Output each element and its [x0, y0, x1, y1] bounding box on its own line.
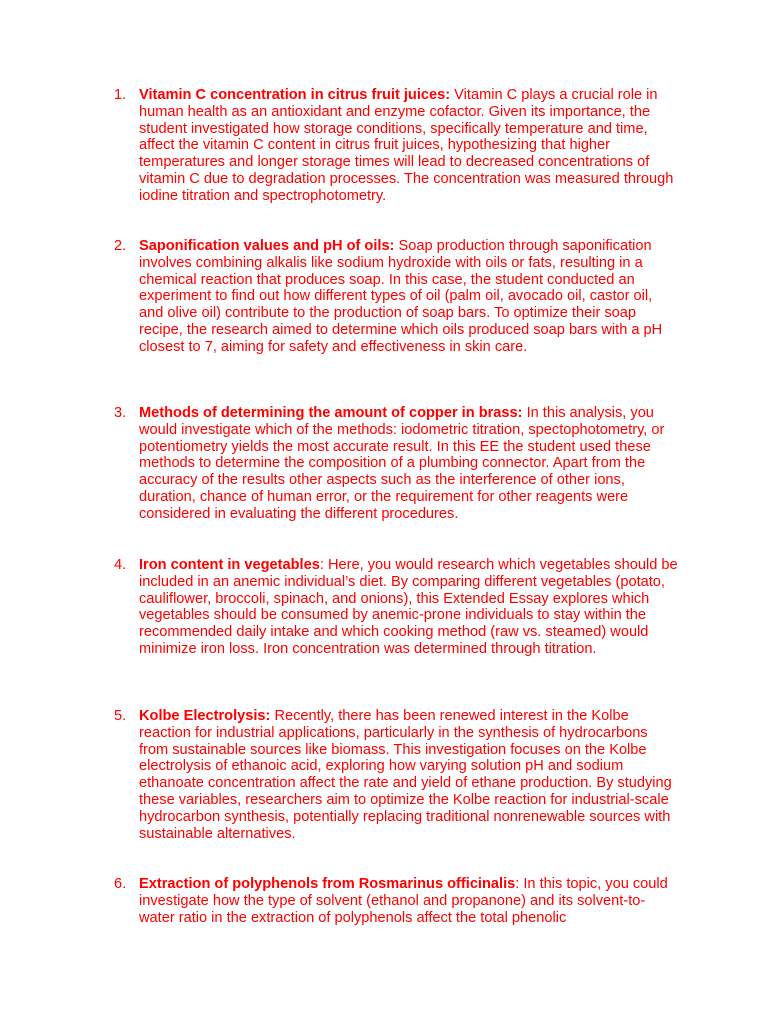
list-item-text: Recently, there has been renewed interest in the Kolbe reaction for industrial applications, particularly in the synthesis of hydrocarbons from sustainable sources like biomass. This investigation focuses on the Kolbe electrolysis of ethanoic acid, exploring how varying solution pH and sodium ethanoate concentration affect the rate and yield of ethane production. By studying these variables, researchers aim to optimize the Kolbe reaction for industrial-scale hydrocarbon synthesis, potentially replacing traditional nonrenewable sources with sustainable alternatives. — [139, 708, 672, 842]
list-number: 1. — [114, 87, 127, 103]
list-item-text: Soap production through saponification involves combining alkalis like sodium hydroxide with oils or fats, resulting in a chemical reaction that produces soap. In this case, the student conducted an experiment to find out how different types of oil (palm oil, avocado oil, castor oil, and olive oil) contribute to the production of soap bars. To optimize their soap recipe, the research aimed to determine which oils produced soap bars with a pH closest to 7, aiming for safety and effectiveness in skin care. — [139, 238, 663, 355]
list-item-body — [139, 238, 680, 356]
list-item-heading: Extraction of polyphenols from Rosmarinus officinalis — [139, 876, 516, 892]
list-item-text: In this analysis, you would investigate which of the methods: iodometric titration, spectophotometry, or potentiometry yields the most accurate result. In this EE the student used these methods to determine the composition of a plumbing connector. Apart from the accuracy of the results other aspects such as the interference of other ions, duration, chance of human error, or the requirement for other reagents were considered in evaluating the different procedures. — [139, 405, 665, 522]
list-number: 5. — [114, 708, 127, 724]
list-number: 2. — [114, 238, 127, 254]
list-number: 6. — [114, 876, 127, 892]
list-item-text: : Here, you would research which vegetables should be included in an anemic individual’s diet. By comparing different vegetables (potato, cauliflower, broccoli, spinach, and onions), this Extended Essay explores which vegetables should be consumed by anemic-prone individuals to stay within the recommended daily intake and which cooking method (raw vs. steamed) would minimize iron loss. Iron concentration was determined through titration. — [139, 557, 678, 657]
list-item — [114, 557, 680, 658]
list-item-body — [139, 557, 680, 658]
list-item — [114, 708, 680, 842]
list-item — [114, 87, 680, 205]
list-item — [114, 405, 680, 523]
list-item — [114, 238, 680, 356]
list-number: 4. — [114, 557, 127, 573]
list-item-heading: Saponification values and pH of oils: — [139, 238, 395, 254]
list-item-heading: Vitamin C concentration in citrus fruit juices: — [139, 87, 451, 103]
list-number: 3. — [114, 405, 127, 421]
list-item-body — [139, 876, 680, 926]
list-item — [114, 876, 680, 926]
list-item-text: Vitamin C plays a crucial role in human health as an antioxidant and enzyme cofactor. Given its importance, the student investigated how storage conditions, specifically temperature and time, affect the vitamin C content in citrus fruit juices, hypothesizing that higher temperatures and longer storage times will lead to decreased concentrations of vitamin C due to degradation processes. The concentration was measured through iodine titration and spectrophotometry. — [139, 87, 674, 204]
list-item-body — [139, 405, 680, 523]
list-item-text: : In this topic, you could investigate how the type of solvent (ethanol and propanone) and its solvent-to-water ratio in the extraction of polyphenols affect the total phenolic — [139, 876, 668, 926]
list-item-heading: Methods of determining the amount of copper in brass: — [139, 405, 523, 421]
list-item-heading: Iron content in vegetables — [139, 557, 320, 573]
list-item-heading: Kolbe Electrolysis: — [139, 708, 271, 724]
list-item-body — [139, 87, 680, 205]
list-item-body — [139, 708, 680, 842]
